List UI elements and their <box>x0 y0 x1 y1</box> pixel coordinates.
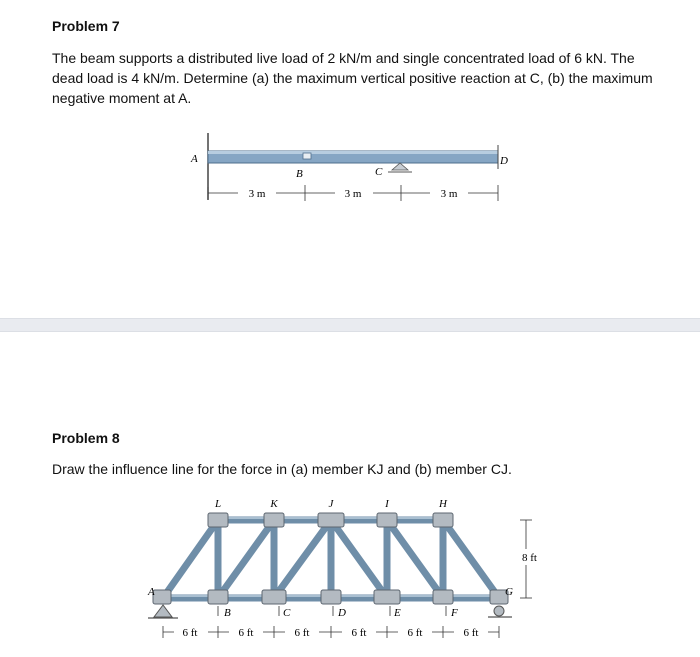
label-d: D <box>500 155 508 167</box>
label-e: E <box>394 607 401 619</box>
label-c: C <box>375 166 383 178</box>
gusset-e <box>374 590 400 604</box>
member-bk <box>218 520 274 598</box>
gusset-k <box>264 513 284 527</box>
span-label: 6 ft <box>238 627 254 639</box>
label-a: A <box>148 586 155 598</box>
member-cj <box>274 520 331 598</box>
section-separator <box>0 318 700 332</box>
label-l: L <box>214 498 222 510</box>
problem-8-title: Problem 8 <box>52 430 120 446</box>
roller-support-c <box>392 163 408 170</box>
dimension-label-cd: 3 m <box>440 188 458 200</box>
member-if <box>387 520 443 598</box>
label-c: C <box>283 607 291 619</box>
gusset-f <box>433 590 453 604</box>
problem-7-text: The beam supports a distributed live load of 2 kN/m and single concentrated load of 6 kN. The dead load is 4 kN/m. Determine (a) the maximum vertical positive reaction at C, (b) the maximum negative moment at A. <box>52 50 653 106</box>
gusset-i <box>377 513 397 527</box>
label-i: I <box>385 498 389 510</box>
pin-support-a <box>154 605 172 617</box>
height-dimension-label: 8 ft <box>522 552 537 564</box>
gusset-l <box>208 513 228 527</box>
problem-8-text: Draw the influence line for the force in (a) member KJ and (b) member CJ. <box>52 461 512 477</box>
gusset-c <box>262 590 286 604</box>
label-j: J <box>328 498 334 510</box>
beam-figure <box>0 125 700 220</box>
dimension-label-bc: 3 m <box>344 188 362 200</box>
gusset-b <box>208 590 228 604</box>
label-h: H <box>439 498 447 510</box>
member-al <box>163 520 218 598</box>
member-je <box>331 520 387 598</box>
label-b: B <box>296 168 303 180</box>
roller-support-g <box>494 606 504 616</box>
gusset-a <box>153 590 171 604</box>
label-f: F <box>451 607 458 619</box>
gusset-h <box>433 513 453 527</box>
label-d: D <box>338 607 346 619</box>
dimension-label-ab: 3 m <box>248 188 266 200</box>
hinge-b <box>303 153 311 159</box>
truss-figure <box>0 495 700 657</box>
gusset-d <box>321 590 341 604</box>
member-hg <box>443 520 499 598</box>
span-label: 6 ft <box>463 627 479 639</box>
problem-7-title: Problem 7 <box>52 18 120 34</box>
label-b: B <box>224 607 231 619</box>
span-label: 6 ft <box>351 627 367 639</box>
beam-highlight <box>208 151 498 154</box>
gusset-j <box>318 513 344 527</box>
truss-members <box>163 520 499 598</box>
label-g: G <box>505 586 513 598</box>
label-k: K <box>270 498 278 510</box>
label-a: A <box>191 153 198 165</box>
span-label: 6 ft <box>407 627 423 639</box>
span-label: 6 ft <box>294 627 310 639</box>
span-label: 6 ft <box>182 627 198 639</box>
